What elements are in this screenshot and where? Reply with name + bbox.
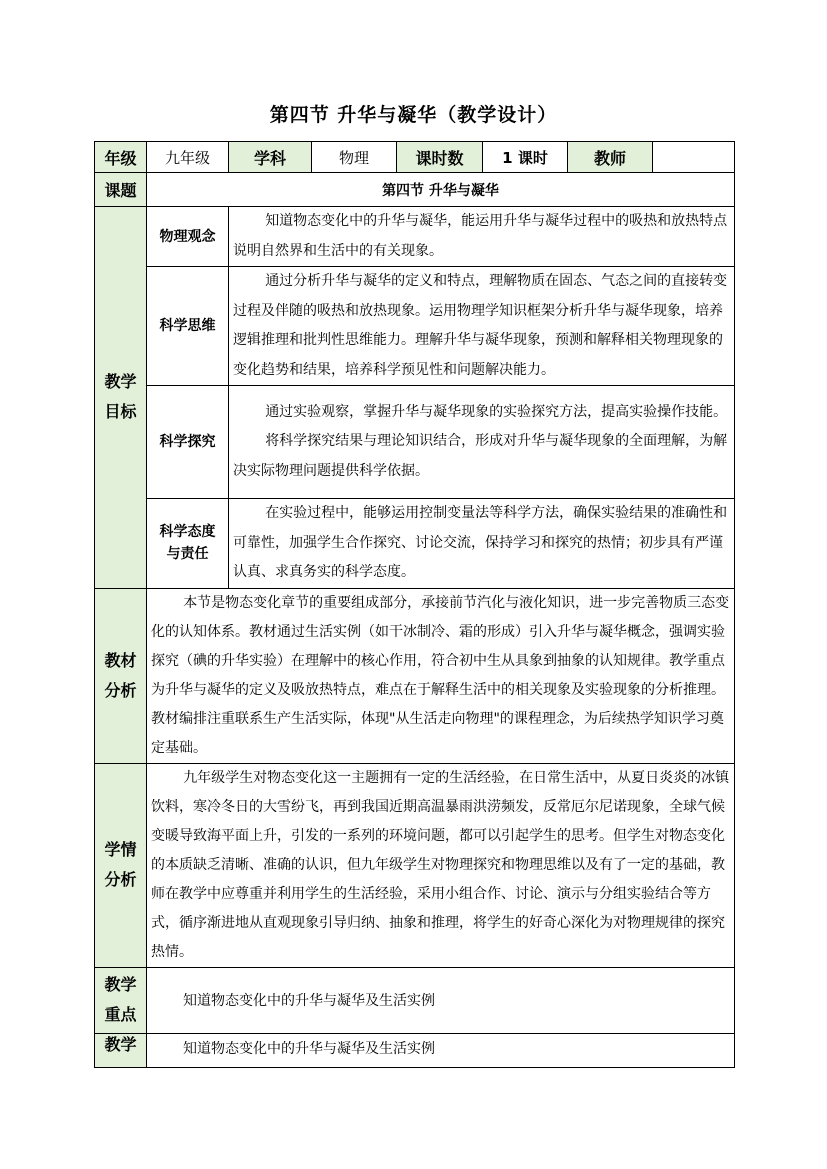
objective-name: 科学思维: [147, 267, 229, 386]
difficulty-row: [95, 1033, 735, 1067]
objective-text: 在实验过程中，能够运用控制变量法等科学方法，确保实验结果的准确性和可靠性，加强学生合作探究、讨论交流，保持学习和探究的热情；初步具有严谨认真、求真务实的科学态度。: [229, 499, 735, 589]
teacher-label: 教师: [568, 142, 653, 173]
lesson-plan-table: [94, 141, 735, 1068]
students-text: 九年级学生对物态变化这一主题拥有一定的生活经验，在日常生活中，从夏日炎炎的冰镇饮料，寒冷冬日的大雪纷飞，再到我国近期高温暴雨洪涝频发，反常厄尔尼诺现象，全球气候变暖导致海平面上升，引发的一系列的环境问题，都可以引起学生的思考。但学生对物态变化的本质缺乏清晰、准确的认识，但九年级学生对物理探究和物理思维以及有了一定的基础，教师在教学中应尊重并利用学生的生活经验，采用小组合作、讨论、演示与分组实验结合等方式，循序渐进地从直观现象引导归纳、抽象和推理，将学生的好奇心深化为对物理规律的探究热情。: [147, 763, 735, 967]
objective-text: 通过实验观察，掌握升华与凝华现象的实验探究方法，提高实验操作技能。 将科学探究结果与理论知识结合，形成对升华与凝华现象的全面理解，为解决实际物理问题提供科学依据。: [229, 386, 735, 499]
subject-value: 物理: [312, 142, 397, 173]
key-points-text: 知道物态变化中的升华与凝华及生活实例: [147, 967, 735, 1033]
objective-row: [95, 207, 735, 267]
grade-value: 九年级: [147, 142, 229, 173]
teacher-value: [653, 142, 735, 173]
difficulty-label: 教学: [95, 1033, 147, 1067]
objective-row: [95, 267, 735, 386]
objective-name: 科学探究: [147, 386, 229, 499]
hours-value: 1 课时: [483, 142, 568, 173]
key-points-label: 教学 重点: [95, 967, 147, 1033]
topic-row: [95, 173, 735, 207]
header-row: [95, 142, 735, 173]
objective-name: 物理观念: [147, 207, 229, 267]
objective-row: [95, 386, 735, 499]
difficulty-text: 知道物态变化中的升华与凝华及生活实例: [147, 1033, 735, 1067]
subject-label: 学科: [229, 142, 312, 173]
textbook-text: 本节是物态变化章节的重要组成部分，承接前节汽化与液化知识，进一步完善物质三态变化的认知体系。教材通过生活实例（如干冰制冷、霜的形成）引入升华与凝华概念，强调实验探究（碘的升华实验）在理解中的核心作用，符合初中生从具象到抽象的认知规律。教学重点为升华与凝华的定义及吸放热特点，难点在于解释生活中的相关现象及实验现象的分析推理。教材编排注重联系生产生活实际，体现"从生活走向物理"的课程理念，为后续热学知识学习奠定基础。: [147, 588, 735, 763]
topic-value: 第四节 升华与凝华: [147, 173, 735, 207]
textbook-row: [95, 588, 735, 763]
objectives-label-line2: 目标: [104, 402, 137, 422]
students-label: 学情 分析: [95, 763, 147, 967]
objectives-label: [95, 207, 147, 589]
hours-label: 课时数: [397, 142, 483, 173]
objective-row: [95, 499, 735, 589]
key-points-row: [95, 967, 735, 1033]
grade-label: 年级: [95, 142, 147, 173]
topic-label: 课题: [95, 173, 147, 207]
objective-text: 通过分析升华与凝华的定义和特点，理解物质在固态、气态之间的直接转变过程及伴随的吸热和放热现象。运用物理学知识框架分析升华与凝华现象，培养逻辑推理和批判性思维能力。理解升华与凝华现象，预测和解释相关物理现象的变化趋势和结果，培养科学预见性和问题解决能力。: [229, 267, 735, 386]
document-title: 第四节 升华与凝华（教学设计）: [269, 104, 558, 126]
objective-text: 知道物态变化中的升华与凝华，能运用升华与凝华过程中的吸热和放热特点说明自然界和生活中的有关现象。: [229, 207, 735, 267]
textbook-label: 教材 分析: [95, 588, 147, 763]
students-row: [95, 763, 735, 967]
objective-name: 科学态度 与责任: [147, 499, 229, 589]
objectives-label-line1: 教学: [104, 372, 137, 392]
